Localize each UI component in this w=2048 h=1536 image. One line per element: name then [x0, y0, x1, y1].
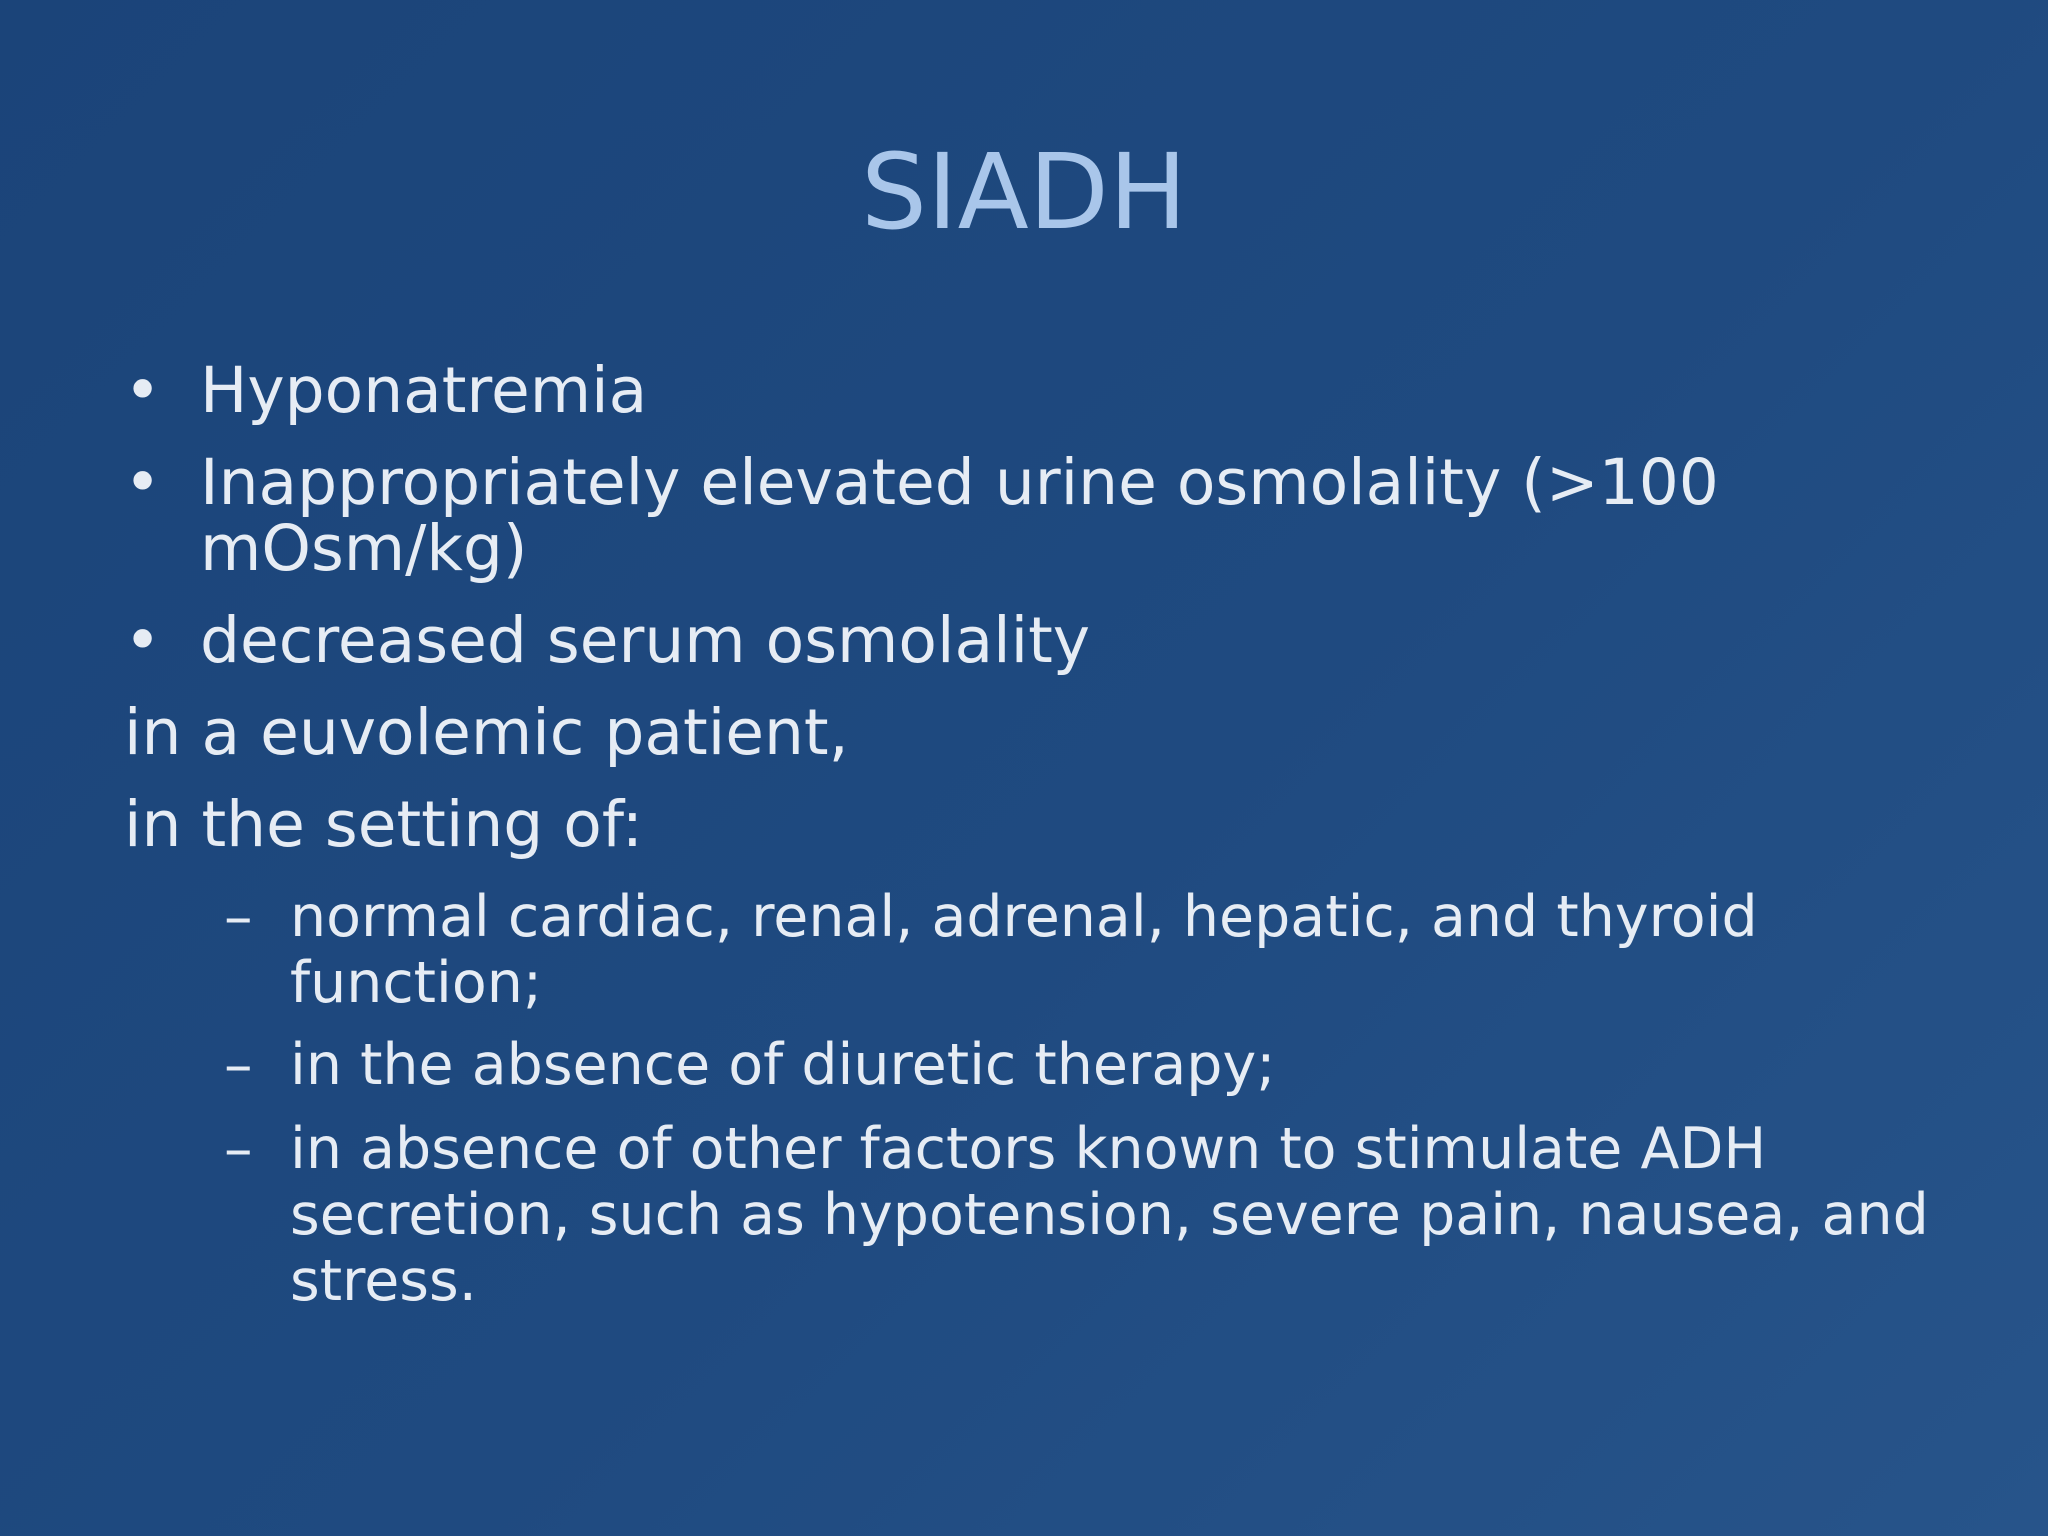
- bullet-text: Hyponatremia: [200, 354, 648, 427]
- bullet-marker: •: [124, 604, 162, 677]
- bullet-item: [124, 446, 1820, 585]
- body-line: in a euvolemic patient,: [124, 696, 849, 769]
- sub-bullet-marker: –: [224, 884, 253, 950]
- bullet-item: [124, 604, 1944, 677]
- bullet-marker: •: [124, 354, 162, 427]
- sub-bullet-item: [224, 1032, 1944, 1098]
- sub-bullet-marker: –: [224, 1116, 253, 1182]
- bullet-text: Inappropriately elevated urine osmolality (>100 mOsm/kg): [200, 446, 1719, 585]
- slide-body: [124, 354, 1944, 1330]
- sub-bullet-text: in absence of other factors known to stimulate ADH secretion, such as hypotension, severe pain, nausea, and stress.: [290, 1116, 1929, 1314]
- bullet-marker: •: [124, 446, 162, 519]
- bullet-text: decreased serum osmolality: [200, 604, 1091, 677]
- sub-bullet-text: normal cardiac, renal, adrenal, hepatic, and thyroid function;: [290, 884, 1758, 1016]
- sub-bullet-item: [224, 884, 1790, 1016]
- sub-bullet-item: [224, 1116, 1930, 1314]
- sub-bullet-marker: –: [224, 1032, 253, 1098]
- sub-bullet-text: in the absence of diuretic therapy;: [290, 1032, 1276, 1098]
- body-line: in the setting of:: [124, 788, 644, 861]
- bullet-item: [124, 354, 1944, 427]
- slide-title: SIADH: [860, 131, 1188, 253]
